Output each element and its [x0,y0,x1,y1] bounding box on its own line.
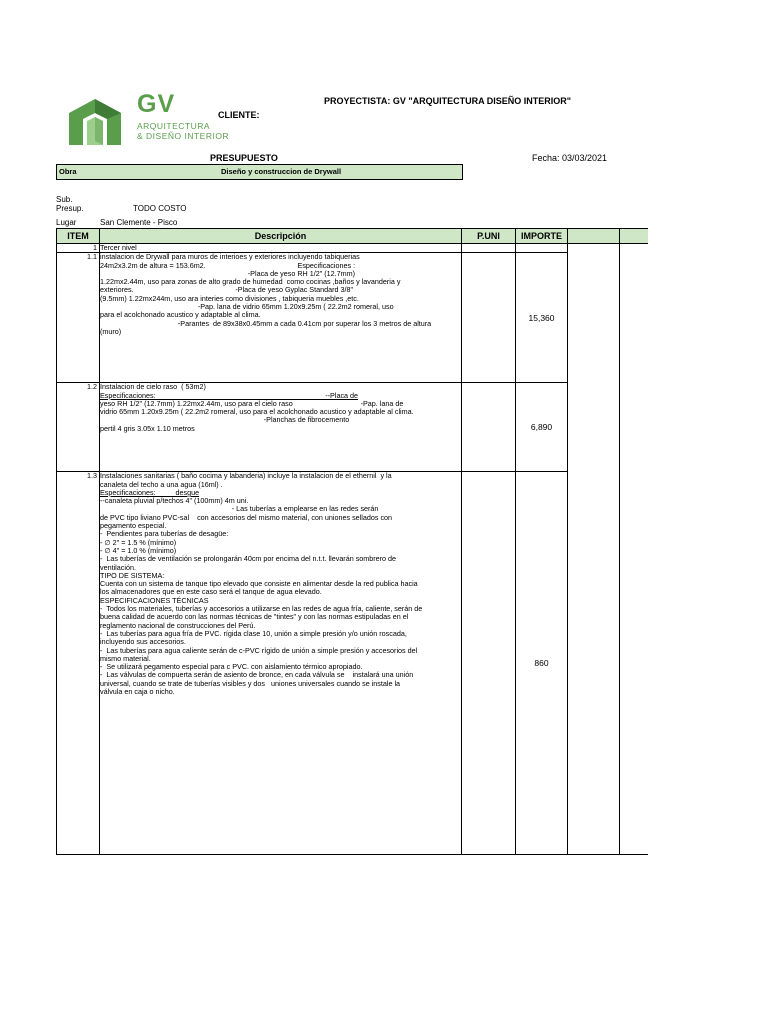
item-description [100,383,462,472]
description-line: - Se utilizará pegamento especial para c PVC. con aislamiento térmico apropiado. [100,662,363,672]
puni-cell [462,383,516,472]
house-logo-icon [67,97,123,147]
description-line: TIPO DE SISTEMA: [100,570,165,580]
description-line: (9.5mm) 1.22mx244m, uso ara interies como divisiones , tabiqueria muebles ,etc. [100,293,359,303]
header-empty-2 [620,229,648,244]
importe-cell [516,244,568,253]
presupuesto-title: PRESUPUESTO [210,153,278,163]
description-line: Instalaciones sanitarias ( baño cocima y labanderia) incluye la instalacion de el ethernil y la [100,471,392,481]
logo-line-2: & DISEÑO INTERIOR [137,131,230,141]
description-line: los almacenadores que en este caso será el tanque de agua elevado. [100,587,322,597]
importe-cell: 15,360 [516,253,568,383]
description-line: instalacion de Drywall para muros de interioes y exteriores incluyendo tabiquerias [100,252,360,262]
sub-label: Sub. [56,195,73,204]
item-description [100,472,462,855]
description-line: Cuenta con un sistema de tanque tipo elevado que consiste en alimentar desde la red publica hacia [100,579,418,589]
table-row [57,472,648,855]
cliente-label: CLIENTE: [218,110,260,120]
obra-bar [56,164,463,180]
item-number: 1 [57,244,100,253]
description-line: universal, cuando se trate de tuberías visibles y dos uniones universales cuando se instale la [100,678,401,688]
description-line: -Pap. lana de vidrio 65mm 1.20x9.25m ( 22.2m2 romeral, uso [100,302,394,312]
description-line: Especificaciones: desgue [100,487,200,497]
description-line: mismo material. [100,653,151,663]
description-line: (muro) [100,326,122,336]
description-line: -Planchas de fibrocemento [100,415,350,425]
logo-name: GV [137,90,176,118]
puni-cell [462,253,516,383]
description-line: Instalacion de cielo raso ( 53m2) [100,382,206,392]
importe-cell: 860 [516,472,568,855]
description-line: - Pendientes para tuberías de desagüe: [100,529,229,539]
description-line: - Las tuberías de ventilación se prolongarán 40cm por encima del n.t.t. llevarán sombrero de [100,554,397,564]
presup-label: Presup. [56,204,84,213]
description-line: para el acolchonado acustico y adaptable al clima. [100,310,261,320]
description-line: - Las tuberías a emplearse en las redes serán [100,504,379,514]
description-line: ESPECIFICACIONES TÉCNICAS [100,595,209,605]
description-line: buena calidad de acuerdo con las normas técnicas de "tintes" y con las normas estipuladas en el [100,612,409,622]
description-line: - ∅ 4" = 1.0 % (mínimo) [100,545,177,555]
table-row [57,383,648,472]
table-row [57,253,648,383]
description-line: válvula en caja o nicho. [100,687,175,697]
lugar-value: San Clemente - Pisco [100,218,178,227]
description-line: Tercer nivel [100,243,137,252]
description-line: vidrio 65mm 1.20x9.25m ( 22.2m2 romeral, uso para el acolchonado acustico y adaptable al clima. [100,407,414,417]
description-line: - Las tuberías para agua fría de PVC. rígida clase 10, unión a simple presión y/o unión roscada, [100,628,407,638]
description-line: - Todos los materiales, tuberías y accesorios a utilizarse en las redes de agua fría, caliente, serán de [100,604,423,614]
item-number: 1.2 [57,383,100,472]
header-puni: P.UNI [462,229,516,244]
description-line: -Parantes de 89x38x0.45mm a cada 0.41cm por superar los 3 metros de altura [100,318,432,328]
item-number: 1.3 [57,472,100,855]
obra-value: Diseño y construccion de Drywall [221,167,342,176]
proyectista-title: PROYECTISTA: GV "ARQUITECTURA DISEÑO INTERIOR" [324,96,572,106]
empty-cell [620,244,648,855]
description-line: -Placa de yeso RH 1/2" (12.7mm) [100,268,355,278]
description-line: ventilación. [100,562,136,572]
description-line: pertil 4 gris 3.05x 1.10 metros [100,423,195,433]
header-descripcion: Descripción [100,229,462,244]
description-line: --canaleta pluvial p/techos 4" (100mm) 4m uni. [100,496,249,506]
description-line: - Las tuberías para agua caliente serán de c-PVC rígido de unión a simple presión y accesorios del [100,645,418,655]
description-line: yeso RH 1/2" (12.7mm) 1.22mx2.44m, uso para el cielo raso -Pap. lana de [100,398,404,408]
logo-line-1: ARQUITECTURA [137,121,211,131]
description-line: - ∅ 2" = 1.5 % (mínimo) [100,537,177,547]
header-importe: IMPORTE [516,229,568,244]
header-item: ITEM [57,229,100,244]
description-line: 1.22mx2.44m, uso para zonas de alto grado de humedad como cocinas ,baños y lavanderia y [100,277,401,287]
company-logo [62,90,230,148]
puni-cell [462,472,516,855]
importe-cell: 6,890 [516,383,568,472]
item-number: 1.1 [57,253,100,383]
budget-table [56,228,648,855]
description-line: Especificaciones: --Placa de [100,390,359,400]
obra-label: Obra [59,167,77,176]
description-line: pegamento especial. [100,521,167,531]
lugar-label: Lugar [56,218,77,227]
presup-value: TODO COSTO [133,204,187,213]
table-header-row [57,229,648,244]
header-empty-1 [568,229,620,244]
description-line: 24m2x3.2m de altura = 153.6m2. Especificaciones : [100,260,356,270]
description-line: incluyendo sus accesorios. [100,637,186,647]
description-line: - Las válvulas de compuerta serán de asiento de bronce, en cada válvula se instalará una unión [100,670,414,680]
empty-cell [568,244,620,855]
description-line: de PVC tipo liviano PVC-sal con accesorios del mismo material, con uniones sellados con [100,512,393,522]
fecha-label: Fecha: 03/03/2021 [532,153,608,163]
description-line: exteriores. -Placa de yeso Gyplac Standard 3/8" [100,285,354,295]
description-line: reglamento nacional de construcciones del Perú. [100,620,256,630]
description-line: canaleta del techo a una agua (16ml) . [100,479,223,489]
item-description [100,253,462,383]
puni-cell [462,244,516,253]
